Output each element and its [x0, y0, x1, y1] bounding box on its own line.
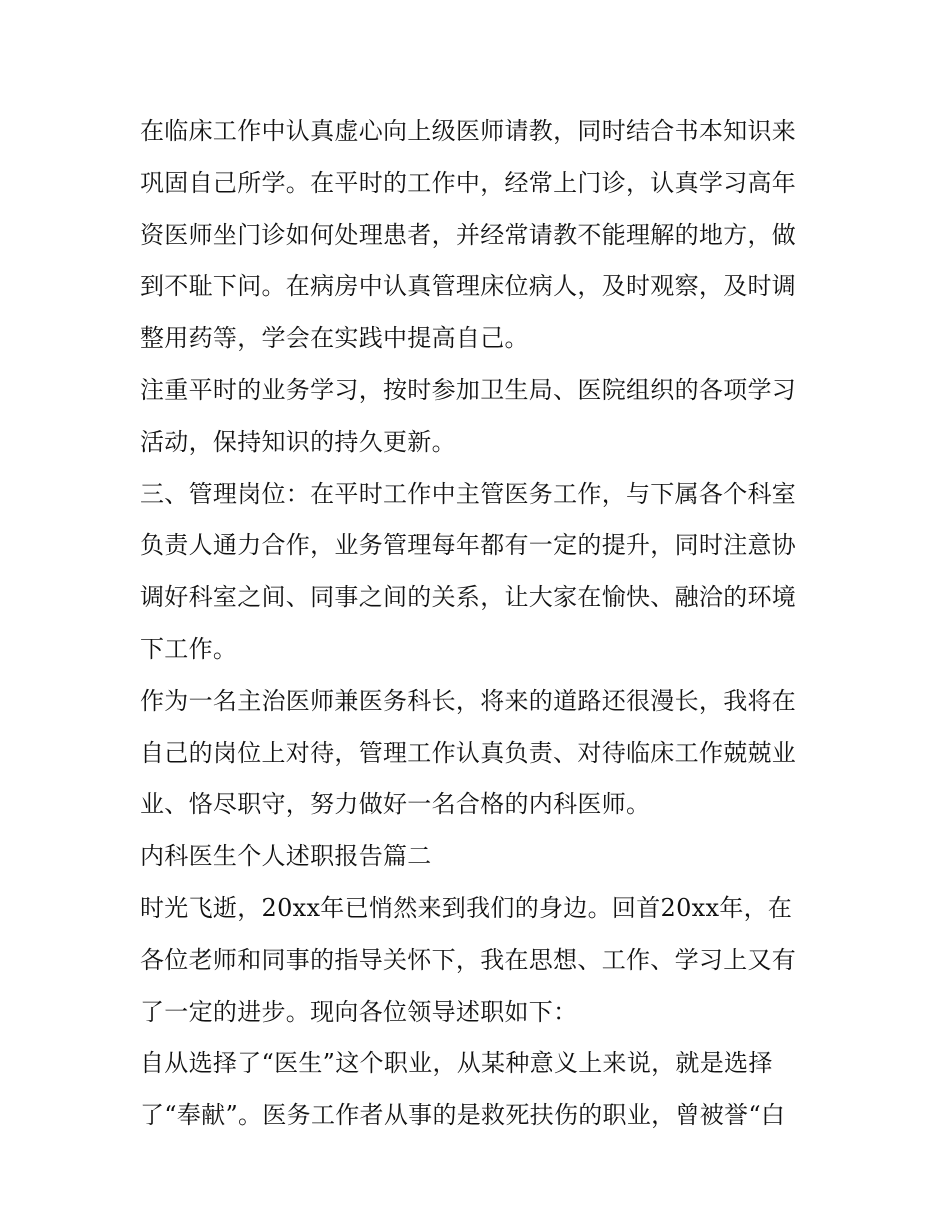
text-line: 业、恪尽职守，努力做好一名合格的内科医师。 — [140, 790, 651, 819]
text-line: 下工作。 — [140, 634, 238, 663]
text-line: 自从选择了“医生”这个职业，从某种意义上来说，就是选择 — [140, 1049, 773, 1078]
text-line: 三、管理岗位：在平时工作中主管医务工作，与下属各个科室 — [140, 479, 797, 508]
text-line: 负责人通力合作，业务管理每年都有一定的提升，同时注意协 — [140, 531, 797, 560]
text-line: 作为一名主治医师兼医务科长，将来的道路还很漫长，我将在 — [140, 686, 797, 715]
text-line: 到不耻下问。在病房中认真管理床位病人，及时观察，及时调 — [140, 272, 797, 301]
text-line: 自己的岗位上对待，管理工作认真负责、对待临床工作兢兢业 — [140, 738, 797, 767]
text-line: 各位老师和同事的指导关怀下，我在思想、工作、学习上又有 — [140, 945, 797, 974]
section-heading: 内科医生个人述职报告篇二 — [140, 842, 432, 871]
text-line: 调好科室之间、同事之间的关系，让大家在愉快、融洽的环境 — [140, 583, 797, 612]
text-line: 巩固自己所学。在平时的工作中，经常上门诊，认真学习高年 — [140, 168, 797, 197]
document-body — [140, 106, 830, 1142]
text-line: 在临床工作中认真虚心向上级医师请教，同时结合书本知识来 — [140, 117, 797, 145]
text-line: 资医师坐门诊如何处理患者，并经常请教不能理解的地方，做 — [140, 220, 797, 249]
text-line: 注重平时的业务学习，按时参加卫生局、医院组织的各项学习 — [140, 375, 797, 404]
text-line: 时光飞逝，20xx年已悄然来到我们的身边。回首20xx年，在 — [140, 893, 793, 922]
text-line: 了一定的进步。现向各位领导述职如下： — [140, 997, 578, 1026]
text-line: 活动，保持知识的持久更新。 — [140, 427, 456, 456]
text-line: 整用药等，学会在实践中提高自己。 — [140, 324, 529, 353]
text-line: 了“奉献”。医务工作者从事的是救死扶伤的职业，曾被誉“白 — [140, 1101, 786, 1130]
